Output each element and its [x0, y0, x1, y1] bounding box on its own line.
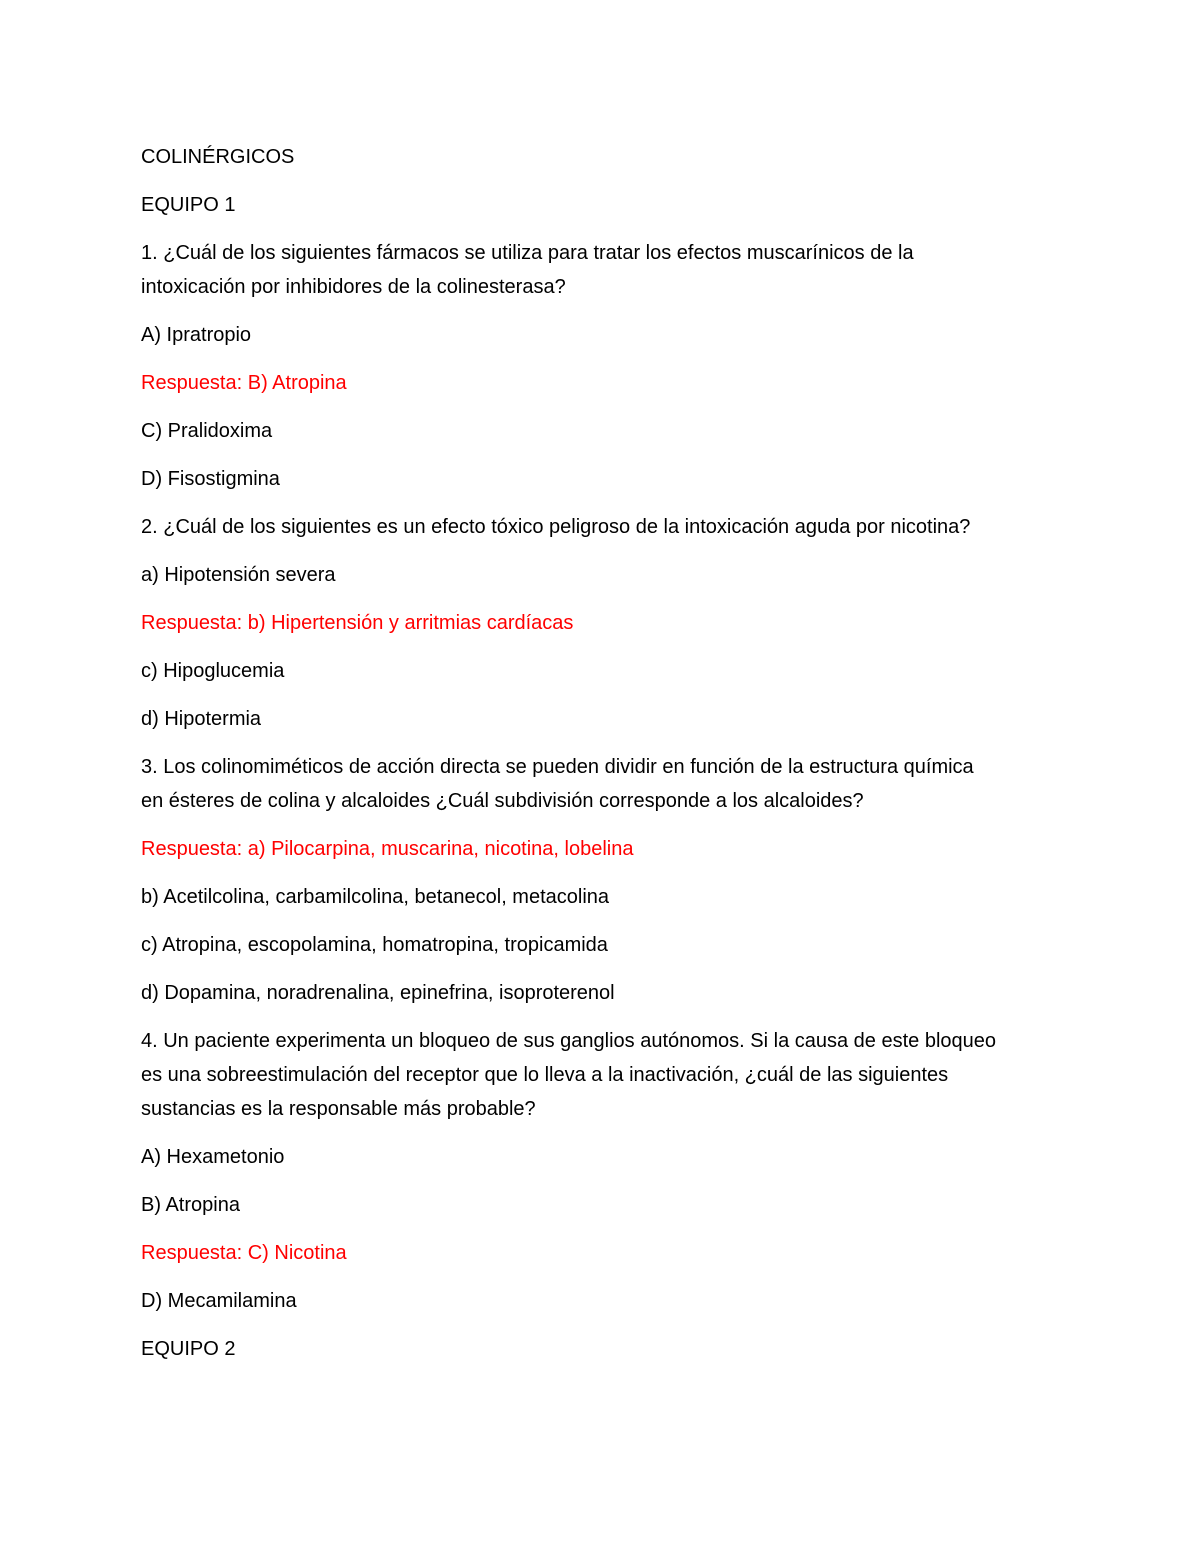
- document-title: COLINÉRGICOS: [141, 146, 295, 168]
- option-d: d) Dopamina, noradrenalina, epinefrina, isoproterenol: [141, 982, 615, 1004]
- question-1: [141, 236, 1071, 496]
- answer-line: Respuesta: b) Hipertensión y arritmias cardíacas: [141, 612, 574, 634]
- question-text-line: 2. ¿Cuál de los siguientes es un efecto tóxico peligroso de la intoxicación aguda por nicotina?: [141, 516, 971, 538]
- option-a: A) Ipratropio: [141, 324, 252, 346]
- option-b: b) Acetilcolina, carbamilcolina, betanecol, metacolina: [141, 886, 610, 908]
- question-text-line: 3. Los colinomiméticos de acción directa se pueden dividir en función de la estructura química: [141, 756, 974, 778]
- option-a: a) Hipotensión severa: [141, 564, 336, 586]
- answer-line: Respuesta: C) Nicotina: [141, 1242, 347, 1264]
- question-text-line: 1. ¿Cuál de los siguientes fármacos se utiliza para tratar los efectos muscarínicos de la: [141, 242, 914, 264]
- document-page: [141, 140, 1071, 1366]
- question-text-line: 4. Un paciente experimenta un bloqueo de sus ganglios autónomos. Si la causa de este bloqueo: [141, 1030, 997, 1052]
- option-d: d) Hipotermia: [141, 708, 262, 730]
- section-heading-equipo-2: EQUIPO 2: [141, 1338, 236, 1360]
- option-c: c) Hipoglucemia: [141, 660, 285, 682]
- option-d: D) Mecamilamina: [141, 1290, 297, 1312]
- option-d: D) Fisostigmina: [141, 468, 280, 490]
- option-b: B) Atropina: [141, 1194, 240, 1216]
- question-text-line: es una sobreestimulación del receptor que lo lleva a la inactivación, ¿cuál de las siguientes: [141, 1064, 949, 1086]
- question-text-line: intoxicación por inhibidores de la colinesterasa?: [141, 276, 566, 298]
- answer-line: Respuesta: B) Atropina: [141, 372, 347, 394]
- option-c: c) Atropina, escopolamina, homatropina, tropicamida: [141, 934, 608, 956]
- section-heading-equipo-1: EQUIPO 1: [141, 194, 236, 216]
- answer-line: Respuesta: a) Pilocarpina, muscarina, nicotina, lobelina: [141, 838, 634, 860]
- option-a: A) Hexametonio: [141, 1146, 285, 1168]
- question-text-line: sustancias es la responsable más probable?: [141, 1098, 536, 1120]
- option-c: C) Pralidoxima: [141, 420, 273, 442]
- question-text-line: en ésteres de colina y alcaloides ¿Cuál subdivisión corresponde a los alcaloides?: [141, 790, 864, 812]
- question-2: [141, 510, 1071, 736]
- question-3: [141, 750, 1071, 1010]
- question-4: [141, 1024, 1071, 1318]
